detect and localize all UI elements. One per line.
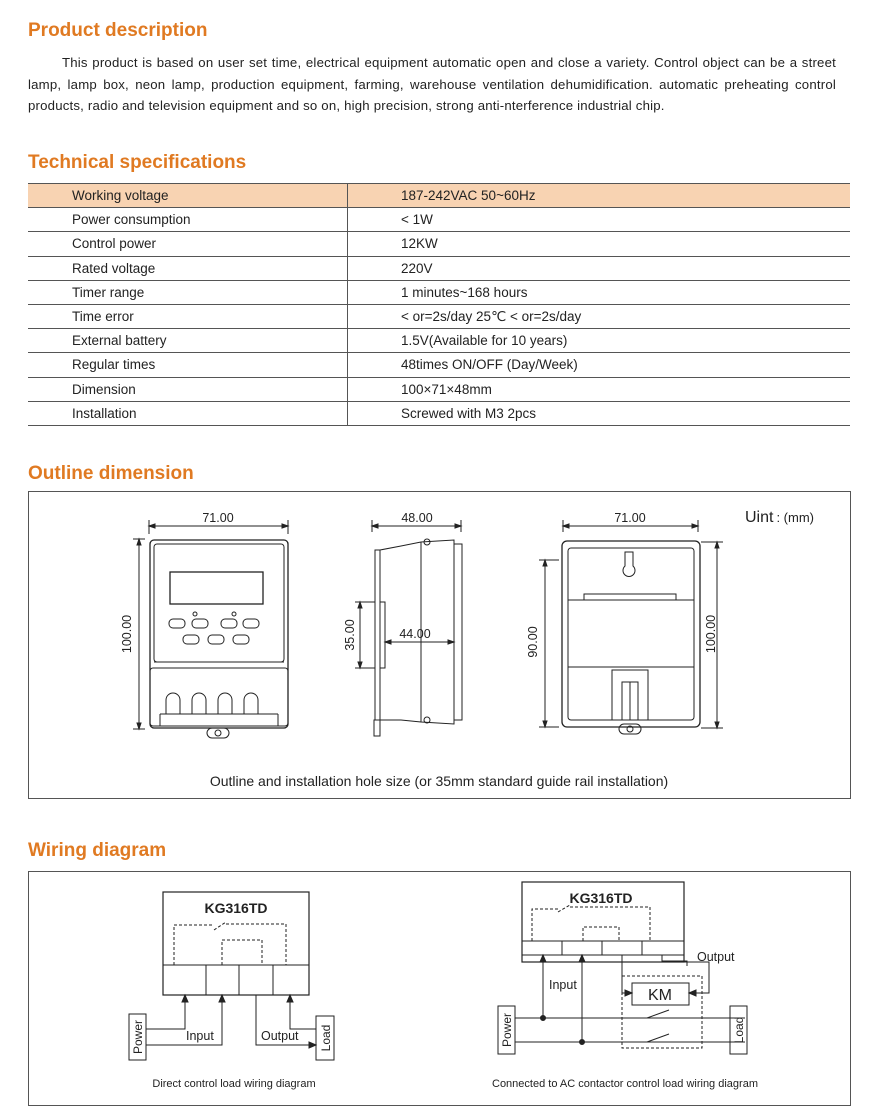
spec-label: Dimension <box>28 377 348 401</box>
front-height-label: 100.00 <box>120 614 134 654</box>
spec-row <box>28 304 850 328</box>
spec-value: 1 minutes~168 hours <box>348 280 851 304</box>
wiring-drawing <box>29 872 850 1105</box>
spec-value: Screwed with M3 2pcs <box>348 401 851 425</box>
left-model-label: KG316TD <box>204 900 268 916</box>
side-rail-label: 35.00 <box>343 619 357 651</box>
outline-dimension-box <box>28 491 851 799</box>
spec-value: 12KW <box>348 232 851 256</box>
spec-label: Working voltage <box>28 184 348 208</box>
spec-row <box>28 256 850 280</box>
spec-row <box>28 377 850 401</box>
right-wiring-caption: Connected to AC contactor control load wiring diagram <box>492 1078 758 1090</box>
wiring-diagram-title: Wiring diagram <box>28 840 167 861</box>
right-load-label: Load <box>732 1016 746 1044</box>
spec-row <box>28 329 850 353</box>
outline-dimension-title: Outline dimension <box>28 463 194 484</box>
spec-label: Regular times <box>28 353 348 377</box>
outline-drawing <box>29 492 850 798</box>
right-output-label: Output <box>697 950 735 964</box>
spec-row <box>28 401 850 425</box>
side-width-label: 48.00 <box>401 511 433 525</box>
spec-row <box>28 184 850 208</box>
spec-row <box>28 232 850 256</box>
left-wiring-caption: Direct control load wiring diagram <box>152 1078 316 1090</box>
spec-label: Power consumption <box>28 208 348 232</box>
spec-label: External battery <box>28 329 348 353</box>
spec-value: 1.5V(Available for 10 years) <box>348 329 851 353</box>
spec-row <box>28 208 850 232</box>
product-description-text: This product is based on user set time, electrical equipment automatic open and close a variety. Control object can be a street lamp, lamp box, neon lamp, production equipment, farming, warehouse ventilation dehumidification. automatic preheating control products, radio and television equipment and so on, high precision, strong anti-nterference industrial chip. <box>28 55 836 113</box>
contactor-label: KM <box>648 987 672 1004</box>
spec-value: < or=2s/day 25℃ < or=2s/day <box>348 304 851 328</box>
left-power-label: Power <box>131 1019 145 1055</box>
product-description-title: Product description <box>28 20 208 41</box>
left-input-label: Input <box>186 1029 214 1043</box>
spec-label: Rated voltage <box>28 256 348 280</box>
spec-label: Control power <box>28 232 348 256</box>
unit-label: Uint : (mm) <box>745 509 814 526</box>
right-model-label: KG316TD <box>569 890 633 906</box>
back-height-label: 100.00 <box>704 614 718 654</box>
spec-value: < 1W <box>348 208 851 232</box>
left-load-label: Load <box>319 1024 333 1052</box>
spec-row <box>28 353 850 377</box>
outline-caption: Outline and installation hole size (or 35mm standard guide rail installation) <box>209 773 669 789</box>
spec-value: 220V <box>348 256 851 280</box>
back-hole-label: 90.00 <box>526 626 540 658</box>
spec-label: Timer range <box>28 280 348 304</box>
wiring-diagram-box <box>28 871 851 1106</box>
spec-row <box>28 280 850 304</box>
front-width-label: 71.00 <box>202 511 234 525</box>
left-output-label: Output <box>261 1029 299 1043</box>
spec-value: 187-242VAC 50~60Hz <box>348 184 851 208</box>
technical-specifications-title: Technical specifications <box>28 152 247 173</box>
spec-label: Installation <box>28 401 348 425</box>
spec-value: 48times ON/OFF (Day/Week) <box>348 353 851 377</box>
side-inner-label: 44.00 <box>399 627 431 641</box>
spec-label: Time error <box>28 304 348 328</box>
right-power-label: Power <box>500 1012 514 1048</box>
spec-table <box>28 183 850 426</box>
back-width-label: 71.00 <box>614 511 646 525</box>
spec-value: 100×71×48mm <box>348 377 851 401</box>
right-input-label: Input <box>549 978 577 992</box>
